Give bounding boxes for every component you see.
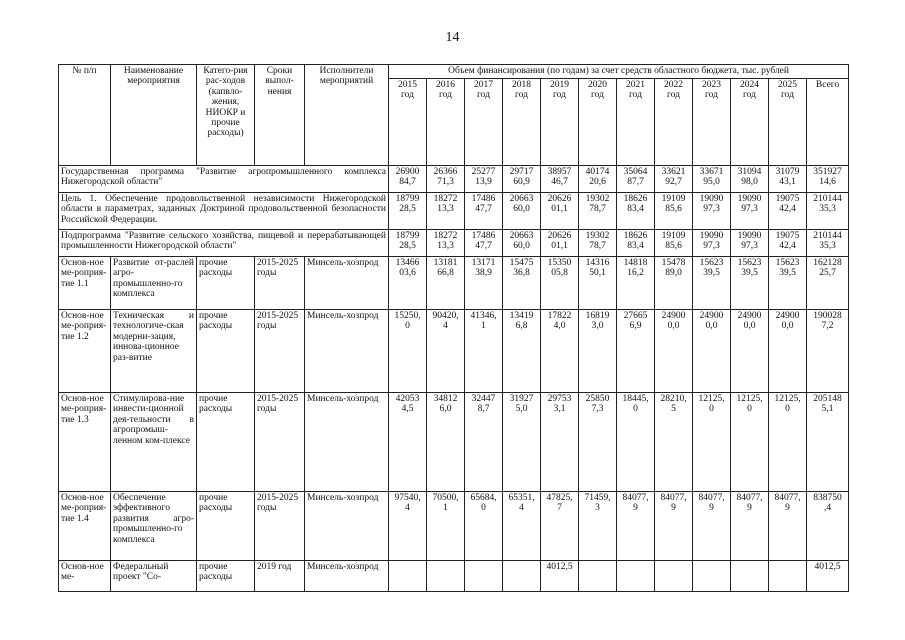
summary-label: Цель 1. Обеспечение продовольственной независимости Нижегородской области в параметрах, заданных Доктриной продовольственной безопасности Российской Федерации. <box>59 193 389 230</box>
summary-row <box>59 166 849 193</box>
header-year: 2017 год <box>465 79 503 166</box>
row-period: 2015-2025 годы <box>255 257 305 310</box>
row-value: 162128 25,7 <box>807 257 849 310</box>
header-executors: Исполнители мероприятий <box>305 65 389 166</box>
table-row <box>59 393 849 492</box>
summary-value: 19090 97,3 <box>731 230 769 257</box>
row-value <box>389 561 427 592</box>
header-year: Всего <box>807 79 849 166</box>
summary-value: 18799 28,5 <box>389 230 427 257</box>
row-value: 18445, 0 <box>617 393 655 492</box>
row-value: 4012,5 <box>807 561 849 592</box>
row-value: 24900 0,0 <box>769 310 807 393</box>
table-row <box>59 310 849 393</box>
header-year: 2019 год <box>541 79 579 166</box>
row-value <box>617 561 655 592</box>
header-row-1 <box>59 65 849 79</box>
summary-value: 19090 97,3 <box>731 193 769 230</box>
summary-value: 18626 83,4 <box>617 193 655 230</box>
row-value: 15623 39,5 <box>693 257 731 310</box>
row-period: 2015-2025 годы <box>255 393 305 492</box>
row-executor: Минсель-хозпрод <box>305 561 389 592</box>
row-name: Стимулирова-ние инвести-ционной дея-тельности в агропромыш-ленном ком-плексе <box>111 393 197 492</box>
row-period: 2019 год <box>255 561 305 592</box>
summary-value: 17486 47,7 <box>465 230 503 257</box>
row-value: 13181 66,8 <box>427 257 465 310</box>
row-period: 2015-2025 годы <box>255 492 305 561</box>
row-name: Развитие от-раслей агро-промышленно-го комплекса <box>111 257 197 310</box>
row-value: 24900 0,0 <box>731 310 769 393</box>
summary-label: Подпрограмма "Развитие сельского хозяйства, пищевой и перерабатывающей промышленности Нижегородской области" <box>59 230 389 257</box>
summary-value: 35064 87,7 <box>617 166 655 193</box>
row-value: 12125, 0 <box>693 393 731 492</box>
summary-value: 19109 85,6 <box>655 193 693 230</box>
row-name: Обеспечение эффективного развития агро-промышленно-го комплекса <box>111 492 197 561</box>
row-value: 13419 6,8 <box>503 310 541 393</box>
summary-value: 19302 78,7 <box>579 230 617 257</box>
row-value: 838750 ,4 <box>807 492 849 561</box>
row-value: 14316 50,1 <box>579 257 617 310</box>
row-value: 29753 3,1 <box>541 393 579 492</box>
row-value: 12125, 0 <box>731 393 769 492</box>
summary-value: 29717 60,9 <box>503 166 541 193</box>
row-category: прочие расходы <box>197 492 255 561</box>
row-value: 24900 0,0 <box>655 310 693 393</box>
row-value <box>769 561 807 592</box>
row-value: 90420, 4 <box>427 310 465 393</box>
summary-value: 18272 13,3 <box>427 193 465 230</box>
row-number: Основ-ное ме-роприя-тие 1.3 <box>59 393 111 492</box>
row-value: 70500, 1 <box>427 492 465 561</box>
header-funding: Объем финансирования (по годам) за счет средств областного бюджета, тыс. рублей <box>389 65 849 79</box>
row-value: 32447 8,7 <box>465 393 503 492</box>
summary-value: 40174 20,6 <box>579 166 617 193</box>
row-executor: Минсель-хозпрод <box>305 492 389 561</box>
row-value <box>655 561 693 592</box>
header-year: 2016 год <box>427 79 465 166</box>
table-row <box>59 492 849 561</box>
row-value: 84077, 9 <box>731 492 769 561</box>
summary-value: 25277 13,9 <box>465 166 503 193</box>
summary-value: 17486 47,7 <box>465 193 503 230</box>
row-value: 25850 7,3 <box>579 393 617 492</box>
row-value: 15475 36,8 <box>503 257 541 310</box>
header-period: Сроки выпол-нения <box>255 65 305 166</box>
row-period: 2015-2025 годы <box>255 310 305 393</box>
row-name: Федеральный проект "Со- <box>111 561 197 592</box>
row-name: Техническая и технологиче-ская модерни-зация, иннова-ционное раз-витие <box>111 310 197 393</box>
row-value: 15478 89,0 <box>655 257 693 310</box>
row-category: прочие расходы <box>197 310 255 393</box>
header-category: Катего-рия рас-ходов (капвло-жения, НИОКР и прочие расходы) <box>197 65 255 166</box>
summary-value: 20626 01,1 <box>541 193 579 230</box>
row-value: 14818 16,2 <box>617 257 655 310</box>
page-number: 14 <box>445 30 460 45</box>
summary-value: 33671 95,0 <box>693 166 731 193</box>
row-number: Основ-ное ме-роприя-тие 1.2 <box>59 310 111 393</box>
row-value <box>465 561 503 592</box>
header-year: 2015 год <box>389 79 427 166</box>
header-year: 2021 год <box>617 79 655 166</box>
header-year: 2024 год <box>731 79 769 166</box>
row-value: 41346, 1 <box>465 310 503 393</box>
summary-value: 38957 46,7 <box>541 166 579 193</box>
summary-value: 351927 14,6 <box>807 166 849 193</box>
summary-row <box>59 230 849 257</box>
row-value: 13171 38,9 <box>465 257 503 310</box>
row-value: 34812 6,0 <box>427 393 465 492</box>
row-value: 84077, 9 <box>769 492 807 561</box>
row-category: прочие расходы <box>197 393 255 492</box>
summary-value: 18626 83,4 <box>617 230 655 257</box>
row-value: 47825, 7 <box>541 492 579 561</box>
row-executor: Минсель-хозпрод <box>305 393 389 492</box>
summary-value: 31094 98,0 <box>731 166 769 193</box>
row-value: 28210, 5 <box>655 393 693 492</box>
row-value <box>427 561 465 592</box>
header-name: Наименование мероприятия <box>111 65 197 166</box>
summary-value: 19302 78,7 <box>579 193 617 230</box>
summary-value: 210144 35,3 <box>807 193 849 230</box>
row-value: 15623 39,5 <box>769 257 807 310</box>
summary-value: 19090 97,3 <box>693 230 731 257</box>
row-value: 190028 7,2 <box>807 310 849 393</box>
row-value: 24900 0,0 <box>693 310 731 393</box>
row-value: 205148 5,1 <box>807 393 849 492</box>
summary-value: 33621 92,7 <box>655 166 693 193</box>
header-year: 2023 год <box>693 79 731 166</box>
row-executor: Минсель-хозпрод <box>305 310 389 393</box>
row-value: 65351, 4 <box>503 492 541 561</box>
summary-value: 19075 42,4 <box>769 193 807 230</box>
summary-value: 20663 60,0 <box>503 230 541 257</box>
header-year: 2020 год <box>579 79 617 166</box>
summary-value: 19109 85,6 <box>655 230 693 257</box>
summary-row <box>59 193 849 230</box>
row-value <box>579 561 617 592</box>
row-value: 15350 05,8 <box>541 257 579 310</box>
row-executor: Минсель-хозпрод <box>305 257 389 310</box>
summary-value: 20663 60,0 <box>503 193 541 230</box>
summary-value: 26900 84,7 <box>389 166 427 193</box>
summary-value: 31079 43,1 <box>769 166 807 193</box>
summary-value: 18799 28,5 <box>389 193 427 230</box>
table-row <box>59 257 849 310</box>
row-value: 84077, 9 <box>655 492 693 561</box>
summary-value: 26366 71,3 <box>427 166 465 193</box>
row-value: 84077, 9 <box>693 492 731 561</box>
header-num: № п/п <box>59 65 111 166</box>
row-number: Основ-ное ме-роприя-тие 1.1 <box>59 257 111 310</box>
summary-value: 19075 42,4 <box>769 230 807 257</box>
summary-value: 18272 13,3 <box>427 230 465 257</box>
header-year: 2022 год <box>655 79 693 166</box>
summary-value: 20626 01,1 <box>541 230 579 257</box>
row-value <box>731 561 769 592</box>
table-row <box>59 561 849 592</box>
row-value: 16819 3,0 <box>579 310 617 393</box>
row-value: 4012,5 <box>541 561 579 592</box>
row-value: 15250, 0 <box>389 310 427 393</box>
summary-label: Государственная программа "Развитие агропромышленного комплекса Нижегородской области" <box>59 166 389 193</box>
summary-value: 210144 35,3 <box>807 230 849 257</box>
row-category: прочие расходы <box>197 257 255 310</box>
row-value: 31927 5,0 <box>503 393 541 492</box>
row-value <box>693 561 731 592</box>
row-number: Основ-ное ме-роприя-тие 1.4 <box>59 492 111 561</box>
row-value: 12125, 0 <box>769 393 807 492</box>
row-value: 27665 6,9 <box>617 310 655 393</box>
row-value: 15623 39,5 <box>731 257 769 310</box>
row-value: 42053 4,5 <box>389 393 427 492</box>
row-number: Основ-ное ме- <box>59 561 111 592</box>
row-value: 17822 4,0 <box>541 310 579 393</box>
row-value: 97540, 4 <box>389 492 427 561</box>
row-value: 13466 03,6 <box>389 257 427 310</box>
budget-table <box>58 64 849 592</box>
row-value: 84077, 9 <box>617 492 655 561</box>
header-year: 2025 год <box>769 79 807 166</box>
header-year: 2018 год <box>503 79 541 166</box>
row-category: прочие расходы <box>197 561 255 592</box>
row-value: 65684, 0 <box>465 492 503 561</box>
row-value <box>503 561 541 592</box>
summary-value: 19090 97,3 <box>693 193 731 230</box>
row-value: 71459, 3 <box>579 492 617 561</box>
